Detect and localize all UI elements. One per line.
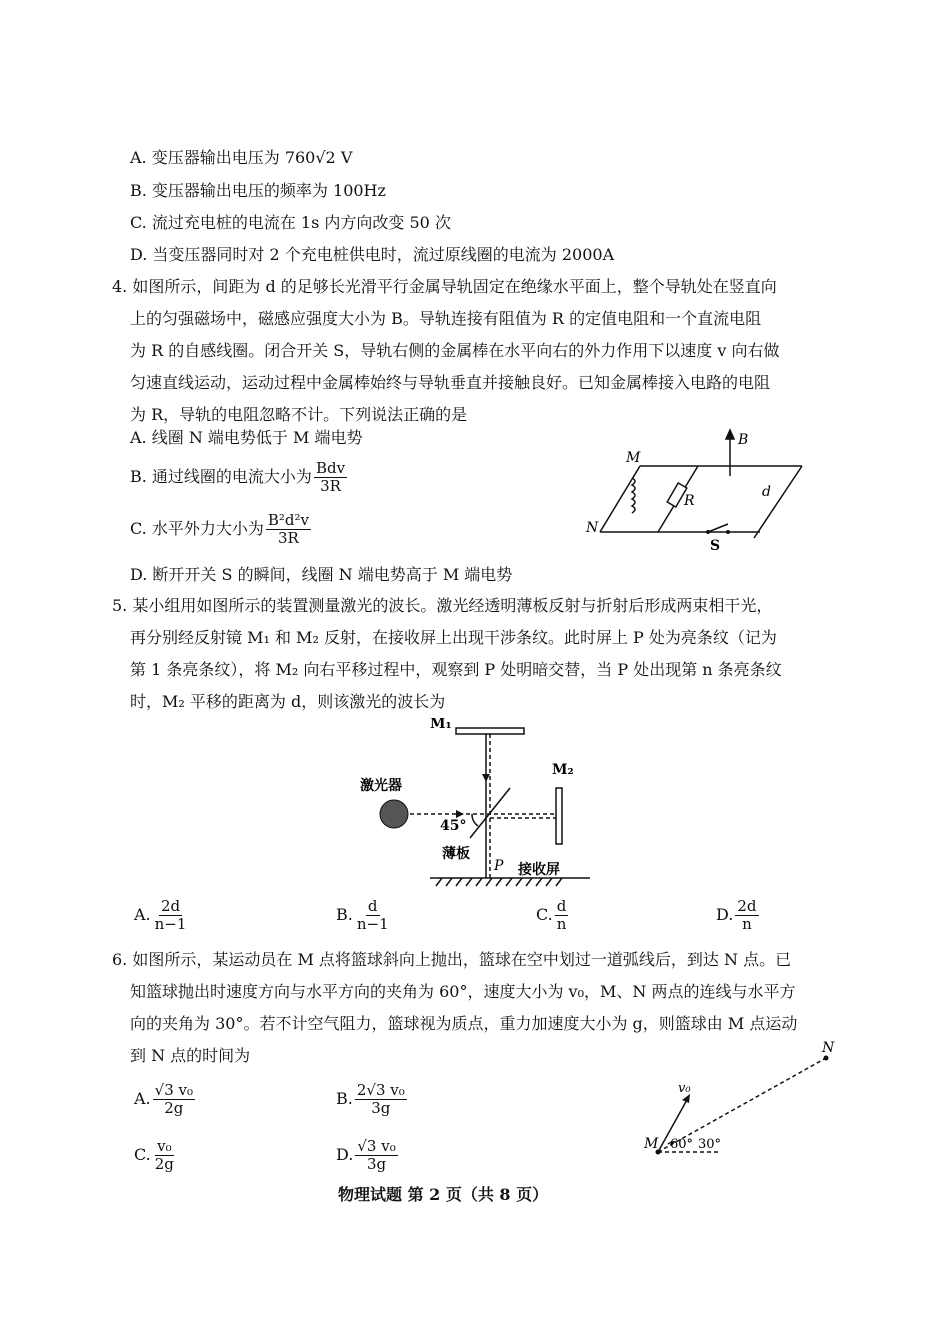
q4-circuit-figure: [580, 428, 830, 558]
q5-option-c: C. $\frac{d}{n}$: [536, 897, 567, 933]
q6-option-c: C. $\frac{\text{v₀}}{2g}$: [134, 1137, 174, 1173]
q4-option-a: A. 线圈 N 端电势低于 M 端电势: [130, 428, 363, 447]
q5-label-screen: 接收屏: [518, 862, 560, 878]
arrow-head-icon: [482, 774, 490, 782]
q4-metal-rod: [754, 466, 802, 538]
q6-option-b: B. $\frac{\text{2√3 v₀}}{3g}$: [336, 1081, 405, 1117]
q4-label-n: N: [586, 520, 599, 536]
q6-stem-line-1: 6. 如图所示，某运动员在 M 点将篮球斜向上抛出，篮球在空中划过一道弧线后，到达 N 点。已: [112, 950, 792, 969]
q6-label-30: 30°: [698, 1137, 722, 1152]
q5-label-plate: 薄板: [442, 846, 470, 862]
q6-stem-line-3: 向的夹角为 30°。若不计空气阻力，篮球视为质点，重力加速度大小为 g，则篮球由 M 点运动: [130, 1014, 798, 1033]
q6-label-m: M: [644, 1136, 659, 1152]
q4-label-s: S: [710, 538, 721, 554]
q6-point-n: [824, 1056, 829, 1061]
q5-mirror-m1: [456, 728, 524, 734]
q5-stem-line-3: 第 1 条亮条纹），将 M₂ 向右平移过程中，观察到 P 处明暗交替，当 P 处出现第 n 条亮条纹: [130, 660, 782, 679]
q4-option-d: D. 断开开关 S 的瞬间，线圈 N 端电势高于 M 端电势: [130, 565, 513, 584]
q5-interferometer-figure: [360, 718, 620, 898]
arrow-head-icon: [456, 810, 464, 818]
q5-option-b: B. $\frac{d}{n-1}$: [336, 897, 389, 933]
q5-option-d: D. $\frac{2d}{n}$: [716, 897, 757, 933]
q5-label-m2: M₂: [552, 762, 574, 778]
q5-label-laser: 激光器: [360, 778, 402, 794]
q6-label-60: 60°: [670, 1137, 694, 1152]
q5-stem-line-4: 时，M₂ 平移的距离为 d，则该激光的波长为: [130, 692, 446, 711]
q4-option-b: [130, 460, 349, 495]
q5-stem-line-1: 5. 某小组用如图所示的装置测量激光的波长。激光经透明薄板反射与折射后形成两束相干光，: [112, 596, 773, 615]
q4-label-b: B: [738, 432, 749, 448]
q4-option-c-prefix: C. 水平外力大小为: [130, 519, 264, 538]
q4-stem-line-4: 匀速直线运动，运动过程中金属棒始终与导轨垂直并接触良好。已知金属棒接入电路的电阻: [130, 373, 771, 392]
q5-mirror-m2: [556, 788, 562, 844]
q5-label-p: P: [494, 858, 504, 874]
q4-stem-line-5: 为 R，导轨的电阻忽略不计。下列说法正确的是: [130, 405, 468, 424]
q3-option-c: C. 流过充电桩的电流在 1s 内方向改变 50 次: [130, 213, 451, 232]
q5-laser-source-icon: [380, 800, 408, 828]
q3-option-a: A. 变压器输出电压为 760√2 V: [130, 148, 353, 167]
q4-label-m: M: [626, 450, 641, 466]
q4-option-b-prefix: B. 通过线圈的电流大小为: [130, 467, 312, 486]
q4-label-r: R: [684, 493, 695, 509]
q4-stem-line-1: 4. 如图所示，间距为 d 的足够长光滑平行金属导轨固定在绝缘水平面上，整个导轨处在竖直向: [112, 277, 777, 296]
q4-option-c: [130, 512, 313, 547]
q6-label-v0: v₀: [678, 1081, 691, 1096]
q6-basketball-figure: [640, 1040, 840, 1165]
q6-label-n: N: [822, 1040, 835, 1056]
q4-switch: [708, 524, 728, 532]
q5-label-m1: M₁: [430, 718, 452, 732]
page-footer: 物理试题 第 2 页（共 8 页）: [338, 1185, 549, 1204]
q6-stem-line-2: 知篮球抛出时速度方向与水平方向的夹角为 60°，速度大小为 v₀，M、N 两点的连线与水平方: [130, 982, 796, 1001]
q3-option-b: B. 变压器输出电压的频率为 100Hz: [130, 181, 386, 200]
q3-option-d: D. 当变压器同时对 2 个充电桩供电时，流过原线圈的电流为 2000A: [130, 245, 615, 264]
q6-option-d: D. $\frac{\text{√3 v₀}}{3g}$: [336, 1137, 396, 1173]
q4-option-b-fraction: $\frac{\text{Bdv}}{3R}$: [315, 459, 346, 495]
q4-option-c-fraction: $\frac{\text{B²d²v}}{3R}$: [267, 511, 309, 547]
arrow-head-icon: [726, 430, 734, 439]
q4-stem-line-3: 为 R 的自感线圈。闭合开关 S，导轨右侧的金属棒在水平向右的外力作用下以速度 v 向右做: [130, 341, 780, 360]
q5-stem-line-2: 再分别经反射镜 M₁ 和 M₂ 反射，在接收屏上出现干涉条纹。此时屏上 P 处为亮条纹（记为: [130, 628, 777, 647]
q6-option-a: A. $\frac{\text{√3 v₀}}{2g}$: [134, 1081, 193, 1117]
q4-label-d: d: [762, 484, 771, 500]
q4-stem-line-2: 上的匀强磁场中，磁感应强度大小为 B。导轨连接有阻值为 R 的定值电阻和一个直流电阻: [130, 309, 762, 328]
q5-label-angle: 45°: [440, 818, 467, 834]
q5-option-a: A. $\frac{2d}{n-1}$: [134, 897, 187, 933]
q6-stem-line-4: 到 N 点的时间为: [130, 1046, 251, 1065]
q4-coil: [632, 478, 635, 513]
